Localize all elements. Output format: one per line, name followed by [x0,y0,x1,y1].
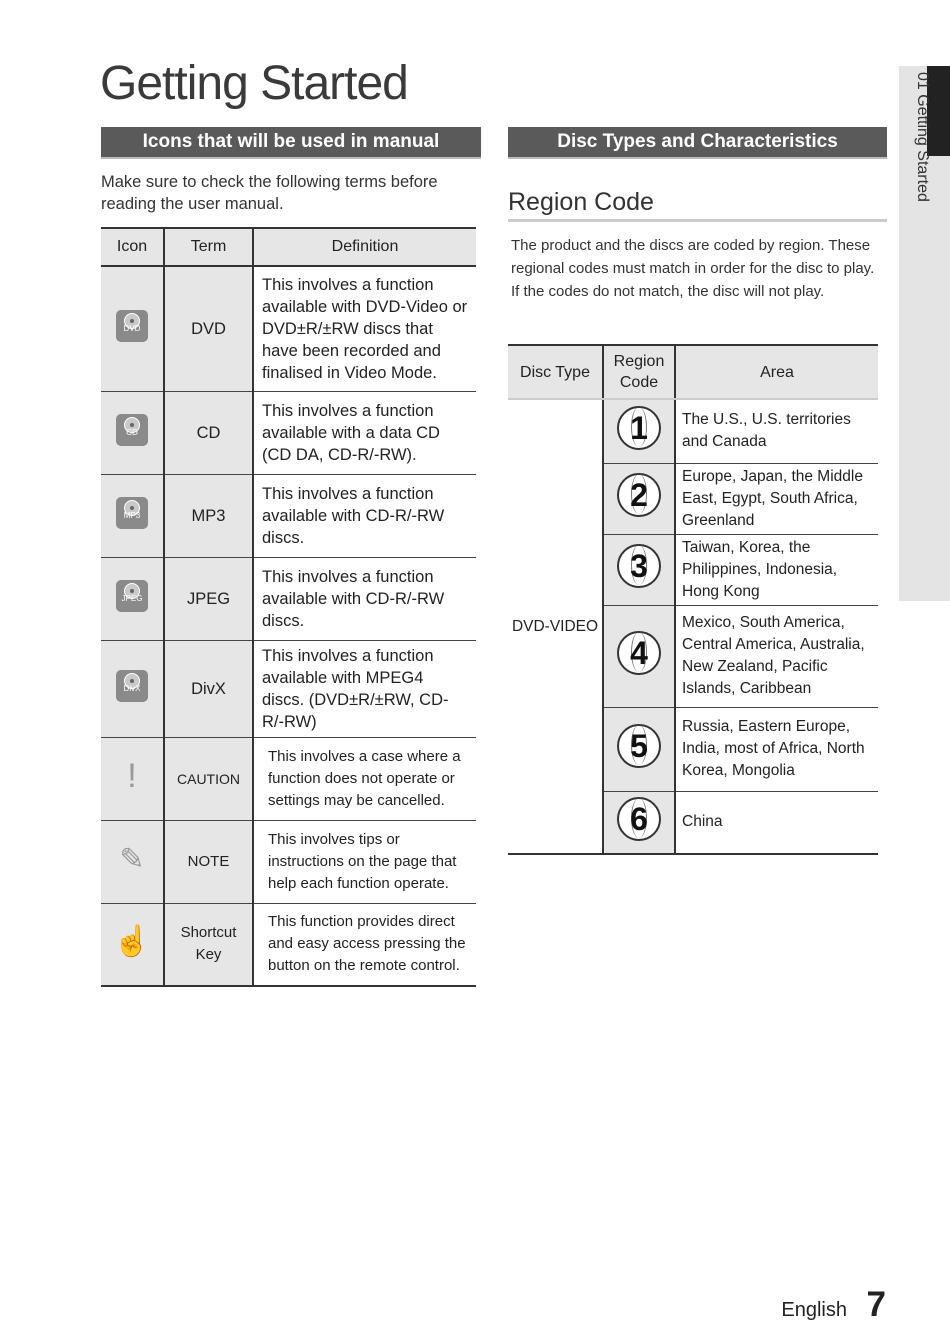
definition-cell: This involves a function available with CD-R/-RW discs. [253,474,476,557]
region-code-heading: Region Code [508,188,654,216]
mp3-disc-icon: MP3 [116,497,148,529]
side-tab-label: 01 Getting Started [914,72,931,202]
cd-disc-icon: CD [116,414,148,446]
header-term: Term [164,228,253,266]
divx-disc-icon: DivX [116,670,148,702]
term-cell: DVD [164,266,253,391]
icons-intro-text: Make sure to check the following terms before reading the user manual. [101,173,438,213]
term-cell: CAUTION [164,737,253,820]
area-cell: The U.S., U.S. territories and Canada [675,399,878,463]
term-cell: Shortcut Key [164,903,253,986]
region-3-globe-icon: 3 [617,544,661,588]
table-row [508,399,878,463]
region-intro-text: The product and the discs are coded by region. These regional codes must match in order for the disc to play. If the codes do not match, the disc will not play. [511,237,875,300]
heading-divider [508,219,887,222]
shortcut-hand-icon: ☝ [113,925,151,959]
disc-types-banner: Disc Types and Characteristics [508,127,887,159]
side-tab-strip [927,156,950,601]
table-row [101,557,476,640]
definition-cell: This involves a function available with DVD-Video or DVD±R/±RW discs that have been recorded and finalised in Video Mode. [253,266,476,391]
table-row [101,266,476,391]
region-1-globe-icon: 1 [617,406,661,450]
table-row [101,474,476,557]
definition-cell: This involves tips or instructions on the page that help each function operate. [253,820,476,903]
table-row [101,903,476,986]
definition-cell: This involves a case where a function does not operate or settings may be cancelled. [253,737,476,820]
definition-cell: This function provides direct and easy access pressing the button on the remote control. [253,903,476,986]
note-pencil-icon: ✎ [119,842,145,876]
region-4-globe-icon: 4 [617,631,661,675]
definition-cell: This involves a function available with MPEG4 discs. (DVD±R/±RW, CD-R/-RW) [253,640,476,737]
page-title: Getting Started [100,57,408,110]
jpeg-disc-icon: JPEG [116,580,148,612]
header-area: Area [675,345,878,399]
area-cell: Taiwan, Korea, the Philippines, Indonesia, Hong Kong [675,534,878,605]
definition-cell: This involves a function available with a data CD (CD DA, CD-R/-RW). [253,391,476,474]
table-row [101,391,476,474]
table-row [101,820,476,903]
term-cell: MP3 [164,474,253,557]
icons-table [101,227,476,987]
header-definition: Definition [253,228,476,266]
page-number: 7 [866,1285,886,1324]
term-cell: NOTE [164,820,253,903]
region-6-globe-icon: 6 [617,797,661,841]
region-5-globe-icon: 5 [617,724,661,768]
table-row [101,640,476,737]
region-code-table [508,344,878,855]
area-cell: Europe, Japan, the Middle East, Egypt, South Africa, Greenland [675,463,878,534]
term-cell: DivX [164,640,253,737]
term-cell: CD [164,391,253,474]
header-disc-type: Disc Type [508,345,603,399]
header-icon: Icon [101,228,164,266]
term-cell: JPEG [164,557,253,640]
area-cell: Mexico, South America, Central America, Australia, New Zealand, Pacific Islands, Caribbean [675,605,878,707]
table-row [101,737,476,820]
header-region-code: Region Code [603,345,675,399]
icons-section-banner: Icons that will be used in manual [101,127,481,159]
caution-icon: ! [127,756,137,795]
disc-type-cell: DVD-VIDEO [508,399,603,854]
definition-cell: This involves a function available with CD-R/-RW discs. [253,557,476,640]
region-2-globe-icon: 2 [617,473,661,517]
area-cell: Russia, Eastern Europe, India, most of Africa, North Korea, Mongolia [675,707,878,791]
dvd-disc-icon: DVD [116,310,148,342]
footer-language: English [781,1299,847,1321]
area-cell: China [675,791,878,854]
